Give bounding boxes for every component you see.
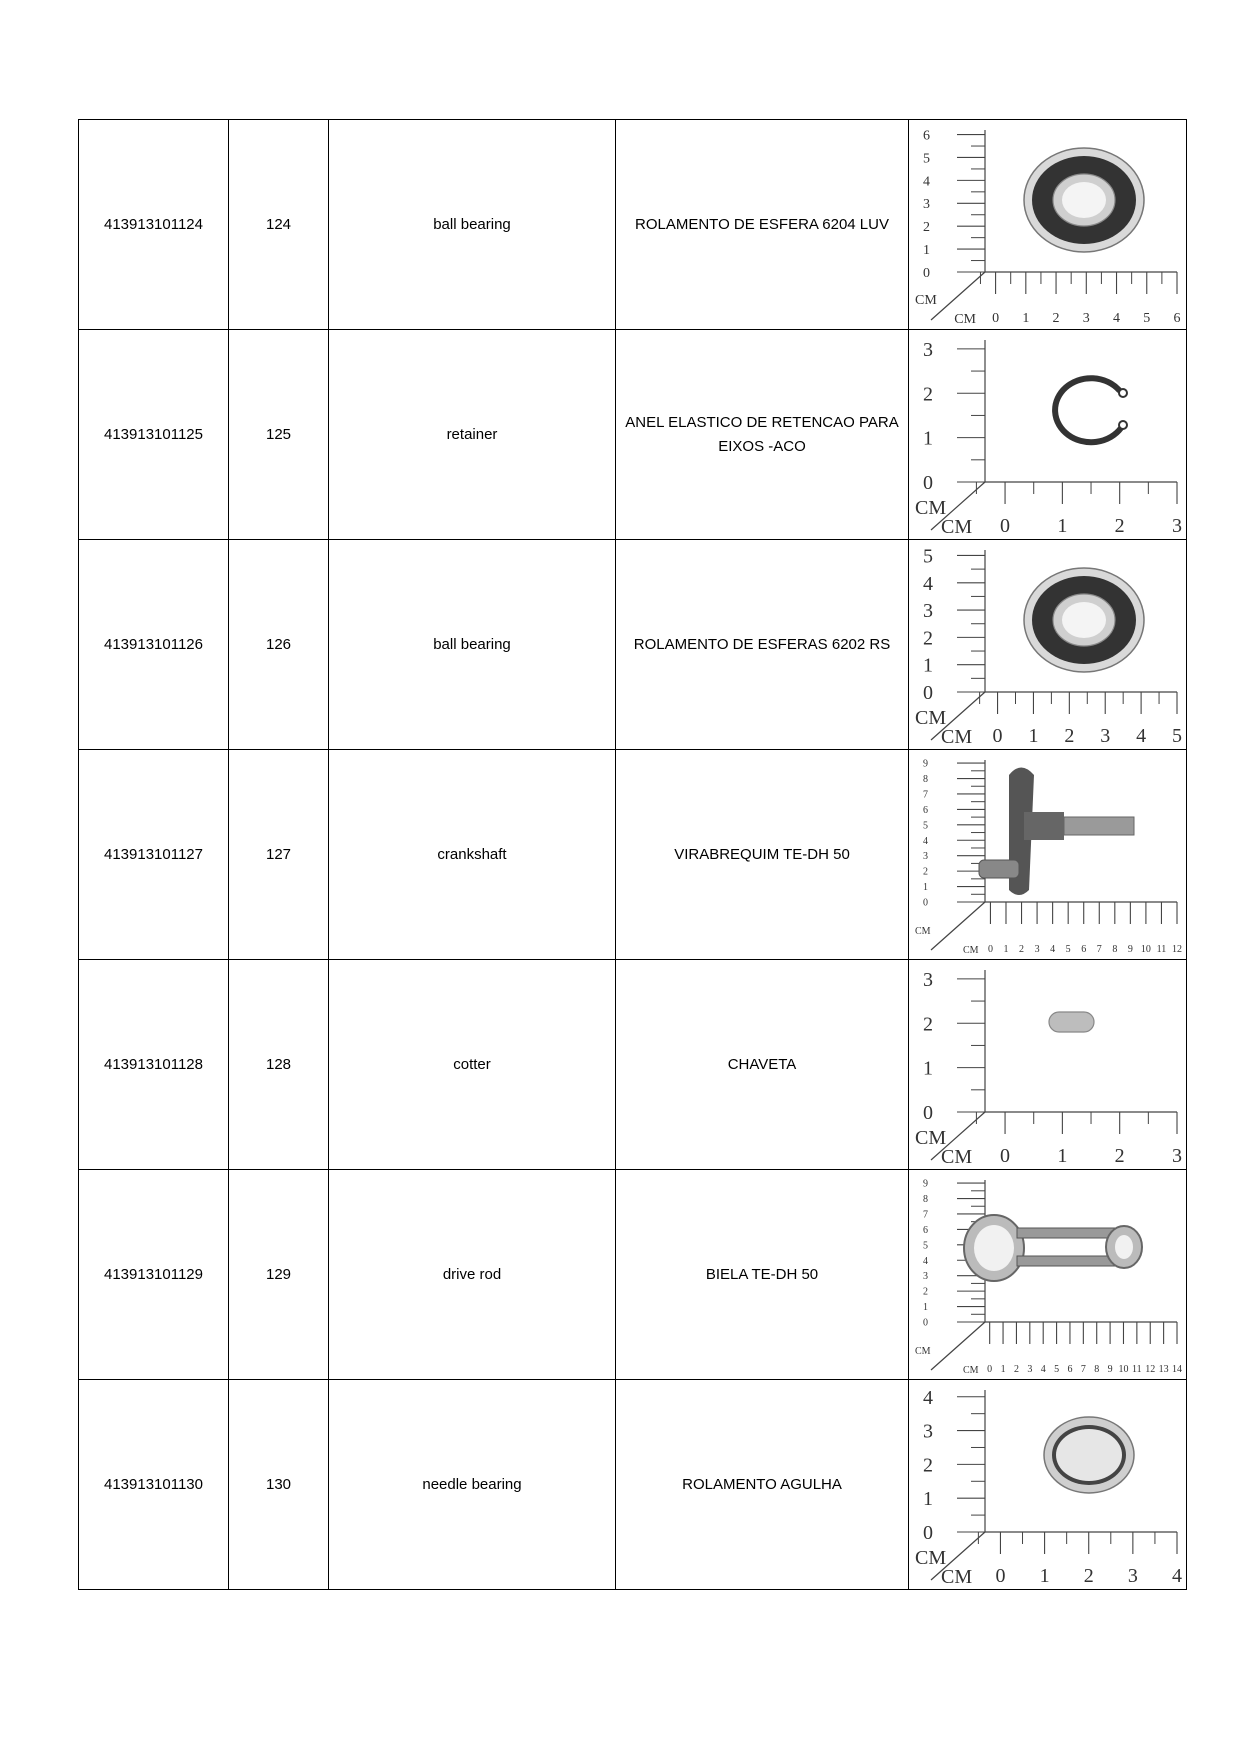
part-code: 413913101125 [79, 330, 229, 540]
ruler-label: 0 [1000, 1145, 1011, 1167]
ruler-label: 0 [923, 1317, 928, 1329]
ruler-unit-label: CM [963, 945, 979, 956]
part-photo [909, 330, 1184, 539]
description-english: drive rod [329, 1170, 616, 1380]
ruler-label: 0 [923, 1522, 933, 1544]
ruler-label: 8 [1094, 1364, 1100, 1375]
ball-bearing-icon [1024, 148, 1144, 252]
ruler-unit-label: CM [941, 1146, 973, 1168]
ruler-label: 2 [1114, 515, 1125, 537]
ruler-label: 2 [923, 383, 933, 406]
part-photo-cell [909, 1380, 1187, 1590]
ruler-label: 0 [923, 682, 933, 704]
ruler-unit-label: CM [954, 312, 976, 327]
ruler-label: 5 [923, 151, 930, 167]
item-number: 129 [229, 1170, 329, 1380]
ruler-label: 6 [923, 1224, 928, 1236]
part-photo [909, 1170, 1184, 1379]
ruler-unit-label: CM [915, 1547, 947, 1569]
ruler-label: 2 [923, 627, 933, 650]
item-number: 124 [229, 120, 329, 330]
table-row [79, 330, 1187, 540]
ruler-label: 1 [923, 654, 933, 677]
ruler-label: 13 [1158, 1364, 1169, 1375]
item-number: 128 [229, 960, 329, 1170]
ruler-label: 0 [923, 1102, 933, 1124]
ruler-label: 5 [1172, 725, 1182, 747]
ruler-label: 3 [1027, 1364, 1033, 1375]
ruler-label: 7 [923, 1209, 928, 1221]
ruler-label: 1 [923, 882, 928, 894]
ruler-label: 1 [1028, 725, 1039, 747]
ruler-label: 2 [923, 1454, 933, 1477]
ruler-label: 3 [923, 600, 933, 623]
ruler-label: 1 [923, 242, 930, 258]
parts-table-body [79, 120, 1187, 1590]
ruler-label: 0 [923, 472, 933, 494]
ruler-label: 3 [923, 968, 933, 991]
item-number: 127 [229, 750, 329, 960]
ruler-label: 6 [1067, 1364, 1073, 1375]
ruler-label: 0 [995, 1565, 1006, 1587]
ruler-label: 6 [923, 804, 928, 816]
description-english: retainer [329, 330, 616, 540]
ruler-label: 4 [1136, 725, 1147, 747]
ruler-label: 14 [1172, 1364, 1182, 1375]
ruler-label: 5 [923, 545, 933, 568]
photo-background [909, 960, 1184, 1169]
part-photo-cell [909, 330, 1187, 540]
ruler-label: 3 [1100, 725, 1111, 747]
ruler-unit-label: CM [915, 1346, 931, 1357]
ruler-label: 7 [923, 789, 928, 801]
ruler-label: 12 [1145, 1364, 1156, 1375]
ruler-label: 12 [1172, 944, 1182, 955]
ruler-label: 0 [1000, 515, 1011, 537]
ruler-label: 1 [1000, 1364, 1006, 1375]
part-photo-cell [909, 750, 1187, 960]
table-row [79, 750, 1187, 960]
ruler-label: 2 [923, 866, 928, 878]
parts-table [78, 119, 1187, 1590]
part-photo-cell [909, 960, 1187, 1170]
ruler-label: 4 [1113, 311, 1121, 326]
photo-background [909, 1380, 1184, 1589]
ruler-label: 9 [1127, 944, 1133, 955]
ruler-label: 4 [923, 572, 933, 595]
photo-background [909, 750, 1184, 959]
ruler-label: 4 [1040, 1364, 1046, 1375]
ruler-label: 1 [923, 1057, 933, 1080]
ball-bearing-icon [1024, 568, 1144, 672]
ruler-label: 5 [923, 1240, 928, 1252]
ruler-unit-label: CM [941, 516, 973, 538]
ruler-label: 1 [1003, 944, 1009, 955]
ruler-label: 0 [923, 265, 930, 281]
table-row [79, 1380, 1187, 1590]
description-portuguese: BIELA TE-DH 50 [616, 1170, 909, 1380]
ruler-label: 4 [1050, 944, 1056, 955]
ruler-label: 0 [992, 311, 1000, 326]
item-number: 130 [229, 1380, 329, 1590]
part-photo [909, 540, 1184, 749]
ruler-label: 8 [923, 774, 928, 786]
part-code: 413913101128 [79, 960, 229, 1170]
ruler-label: 2 [923, 1286, 928, 1298]
part-photo-cell [909, 120, 1187, 330]
part-photo-cell [909, 540, 1187, 750]
part-code: 413913101127 [79, 750, 229, 960]
description-portuguese: ANEL ELASTICO DE RETENCAO PARA EIXOS -ACO [616, 330, 909, 540]
ruler-label: 3 [1034, 944, 1040, 955]
description-portuguese: VIRABREQUIM TE-DH 50 [616, 750, 909, 960]
description-portuguese: CHAVETA [616, 960, 909, 1170]
needle-bearing-icon [1044, 1417, 1134, 1493]
ruler-unit-label: CM [915, 926, 931, 937]
part-photo [909, 750, 1184, 959]
ruler-unit-label: CM [915, 293, 937, 308]
description-english: ball bearing [329, 120, 616, 330]
part-photo [909, 120, 1184, 329]
part-code: 413913101124 [79, 120, 229, 330]
ruler-label: 9 [923, 758, 928, 770]
ruler-label: 6 [1081, 944, 1087, 955]
ruler-label: 7 [1096, 944, 1102, 955]
description-english: ball bearing [329, 540, 616, 750]
ruler-label: 2 [1052, 311, 1060, 326]
ruler-label: 2 [1114, 1145, 1125, 1167]
ruler-label: 2 [923, 1013, 933, 1036]
photo-background [909, 1170, 1184, 1379]
description-portuguese: ROLAMENTO AGULHA [616, 1380, 909, 1590]
ruler-label: 1 [923, 1488, 933, 1511]
ruler-label: 6 [923, 128, 930, 144]
ruler-label: 3 [1127, 1565, 1138, 1587]
ruler-label: 2 [923, 220, 930, 236]
ruler-label: 7 [1080, 1364, 1086, 1375]
ruler-label: 1 [1057, 515, 1068, 537]
description-english: crankshaft [329, 750, 616, 960]
ruler-label: 2 [1064, 725, 1075, 747]
ruler-label: 5 [923, 820, 928, 832]
ruler-label: 3 [923, 197, 930, 213]
part-photo [909, 1380, 1184, 1589]
ruler-label: 10 [1118, 1364, 1129, 1375]
ruler-label: 0 [992, 725, 1003, 747]
ruler-label: 11 [1156, 944, 1167, 955]
item-number: 126 [229, 540, 329, 750]
ruler-label: 2 [1013, 1364, 1019, 1375]
ruler-unit-label: CM [963, 1365, 979, 1376]
ruler-label: 1 [923, 1302, 928, 1314]
ruler-label: 3 [923, 1271, 928, 1283]
ruler-label: 1 [1057, 1145, 1068, 1167]
part-code: 413913101129 [79, 1170, 229, 1380]
ruler-label: 1 [923, 427, 933, 450]
ruler-label: 4 [1172, 1565, 1182, 1587]
photo-background [909, 330, 1184, 539]
ruler-label: 4 [923, 1386, 933, 1409]
ruler-label: 3 [923, 1420, 933, 1443]
ruler-label: 9 [923, 1178, 928, 1190]
key-icon [1049, 1012, 1094, 1032]
ruler-unit-label: CM [915, 1127, 947, 1149]
ruler-unit-label: CM [941, 726, 973, 748]
table-row [79, 120, 1187, 330]
ruler-label: 8 [923, 1194, 928, 1206]
description-english: cotter [329, 960, 616, 1170]
ruler-label: 3 [923, 338, 933, 361]
description-english: needle bearing [329, 1380, 616, 1590]
ruler-label: 2 [1083, 1565, 1094, 1587]
table-row [79, 960, 1187, 1170]
ruler-label: 8 [1112, 944, 1118, 955]
table-row [79, 540, 1187, 750]
description-portuguese: ROLAMENTO DE ESFERAS 6202 RS [616, 540, 909, 750]
part-code: 413913101126 [79, 540, 229, 750]
ruler-unit-label: CM [941, 1566, 973, 1588]
ruler-label: 11 [1132, 1364, 1142, 1375]
ruler-label: 0 [987, 944, 993, 955]
ruler-label: 3 [1082, 311, 1090, 326]
ruler-label: 5 [1143, 311, 1151, 326]
ruler-label: 3 [1172, 1145, 1182, 1167]
part-photo-cell [909, 1170, 1187, 1380]
ruler-label: 4 [923, 835, 928, 847]
ruler-label: 5 [1065, 944, 1071, 955]
ruler-label: 6 [1173, 311, 1181, 326]
description-portuguese: ROLAMENTO DE ESFERA 6204 LUV [616, 120, 909, 330]
part-photo [909, 960, 1184, 1169]
ruler-label: 5 [1054, 1364, 1060, 1375]
part-code: 413913101130 [79, 1380, 229, 1590]
ruler-label: 1 [1022, 311, 1030, 326]
ruler-label: 4 [923, 1255, 928, 1267]
table-row [79, 1170, 1187, 1380]
ruler-label: 1 [1039, 1565, 1050, 1587]
ruler-unit-label: CM [915, 707, 947, 729]
ruler-label: 9 [1107, 1364, 1113, 1375]
ruler-label: 0 [923, 897, 928, 909]
ruler-label: 3 [923, 851, 928, 863]
ruler-label: 0 [987, 1364, 993, 1375]
ruler-unit-label: CM [915, 497, 947, 519]
ruler-label: 4 [923, 174, 930, 190]
ruler-label: 3 [1172, 515, 1182, 537]
ruler-label: 10 [1140, 944, 1151, 955]
item-number: 125 [229, 330, 329, 540]
ruler-label: 2 [1019, 944, 1025, 955]
